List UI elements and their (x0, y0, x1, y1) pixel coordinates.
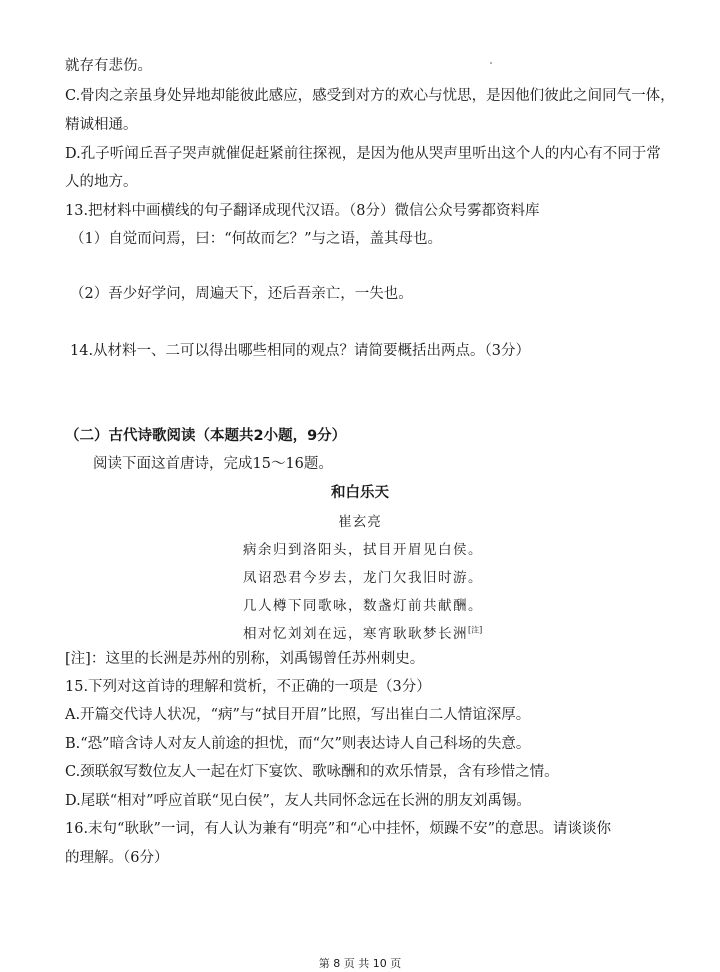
poem-line: 凤诏恐君今岁去，龙门欠我旧时游。 (243, 570, 483, 586)
option-c-line: C.骨肉之亲虽身处异地却能彼此感应，感受到对方的欢心与忧思，是因他们彼此之间同气一体， (65, 88, 675, 104)
note-marker: [注] (468, 625, 483, 635)
page-footer: 第 8 页 共 10 页 (318, 957, 402, 970)
option-c: C.颈联叙写数位友人一起在灯下宴饮、歌咏酬和的欢乐情景，含有珍惜之情。 (65, 764, 559, 780)
question-13: 13.把材料中画横线的句子翻译成现代汉语。（8分）微信公众号雾都资料库 (65, 203, 540, 219)
section-intro: 阅读下面这首唐诗，完成15～16题。 (93, 456, 333, 472)
poem-line (243, 622, 482, 642)
poem-author: 崔玄亮 (338, 514, 382, 530)
poem-line-text: 相对忆刘刘在远，寒宵耿耿梦长洲 (243, 626, 468, 642)
question-15: 15.下列对这首诗的理解和赏析，不正确的一项是（3分） (65, 679, 431, 695)
text-line: 就存有悲伤。 (65, 58, 152, 74)
option-b: B.“恐”暗含诗人对友人前途的担忧，而“欠”则表达诗人自己科场的失意。 (65, 736, 531, 752)
poem-title: 和白乐天 (331, 485, 389, 501)
text-line: 人的地方。 (65, 174, 138, 190)
question-13-part-1: （1）自觉而问焉，曰：“何故而乞？”与之语，盖其母也。 (70, 231, 443, 247)
question-13-part-2: （2）吾少好学问，周遍天下，还后吾亲亡，一失也。 (70, 286, 413, 302)
question-16-cont: 的理解。（6分） (65, 850, 169, 866)
scan-speck (490, 62, 492, 64)
text-line: 精诚相通。 (65, 117, 138, 133)
option-d-line: D.孔子听闻丘吾子哭声就催促赶紧前往探视，是因为他从哭声里听出这个人的内心有不同于常 (65, 146, 661, 162)
option-d: D.尾联“相对”呼应首联“见白侯”，友人共同怀念远在长洲的朋友刘禹锡。 (65, 793, 531, 809)
poem-line: 几人樽下同歌咏，数盏灯前共献酬。 (243, 598, 483, 614)
poem-line: 病余归到洛阳头，拭目开眉见白侯。 (243, 542, 483, 558)
question-16: 16.末句“耿耿”一词，有人认为兼有“明亮”和“心中挂怀，烦躁不安”的意思。请谈谈你 (65, 821, 612, 837)
poem-note: [注]：这里的长洲是苏州的别称，刘禹锡曾任苏州刺史。 (65, 651, 425, 667)
section-title: （二）古代诗歌阅读（本题共2小题，9分） (65, 428, 347, 444)
option-a: A.开篇交代诗人状况，“病”与“拭目开眉”比照，写出崔白二人情谊深厚。 (65, 707, 531, 723)
question-14: 14.从材料一、二可以得出哪些相同的观点？请简要概括出两点。（3分） (70, 343, 531, 359)
